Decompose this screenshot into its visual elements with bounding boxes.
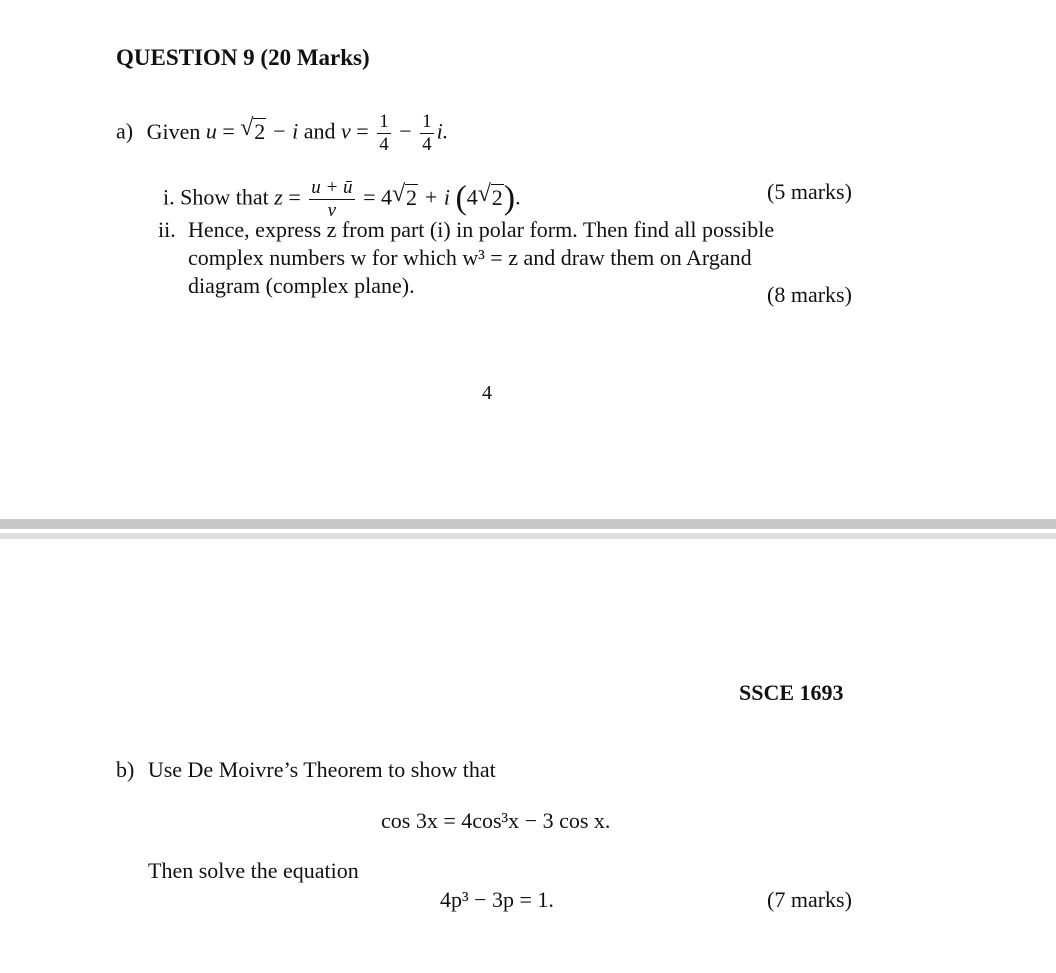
part-b-text: Use De Moivre’s Theorem to show that	[147, 757, 496, 782]
v-tail: i.	[436, 118, 449, 144]
separator-bar-top	[0, 519, 1056, 529]
rhs-mid: + i	[423, 184, 450, 210]
part-a-label: a)	[116, 118, 134, 144]
equals-sign-3: =	[288, 184, 301, 210]
rhs-inner-prefix: 4	[466, 184, 478, 210]
then-solve-text: Then solve the equation	[148, 858, 359, 883]
v-symbol: v	[341, 118, 351, 144]
cubic-equation: 4p³ − 3p = 1.	[440, 887, 554, 912]
sub-i-marks: (5 marks)	[767, 179, 852, 204]
rhs-radicand-2: 2	[491, 184, 503, 210]
sub-ii-line-2: complex numbers w for which w³ = z and draw them on Argand	[188, 245, 752, 270]
radical-icon: √	[240, 114, 254, 141]
sub-ii-line-3: diagram (complex plane).	[188, 273, 415, 298]
part-b-line	[116, 757, 496, 783]
rhs-radicand-1: 2	[405, 184, 417, 210]
z-fraction	[309, 177, 354, 222]
v-num-2: 1	[422, 111, 432, 132]
question-title: QUESTION 9 (20 Marks)	[116, 45, 370, 70]
v-den-2: 4	[422, 134, 432, 155]
v-den-1: 4	[379, 134, 389, 155]
identity-equation: cos 3x = 4cos³x − 3 cos x.	[381, 808, 611, 833]
page-separator	[0, 519, 1056, 541]
sub-ii-label: ii.	[158, 217, 176, 242]
rhs-prefix: = 4	[363, 184, 392, 210]
radical-icon: √	[391, 180, 406, 207]
close-paren: )	[503, 179, 516, 217]
u-radicand: 2	[254, 118, 266, 144]
u-sqrt	[240, 114, 266, 145]
v-fraction-2	[420, 111, 434, 156]
separator-bar-bottom	[0, 533, 1056, 539]
sub-i-label: i.	[163, 184, 175, 210]
rhs-sqrt-1	[391, 180, 418, 211]
u-symbol: u	[205, 118, 217, 144]
part-b-label: b)	[116, 757, 135, 782]
course-code: SSCE 1693	[739, 680, 844, 705]
equals-sign-2: =	[356, 118, 369, 144]
z-frac-num: u + ū	[311, 177, 353, 198]
sub-question-i	[163, 177, 521, 222]
open-paren: (	[455, 179, 467, 217]
z-symbol: z	[274, 184, 283, 210]
given-word: Given	[146, 118, 201, 144]
page-number: 4	[482, 382, 492, 404]
radical-icon: √	[477, 180, 491, 207]
part-b-marks: (7 marks)	[767, 887, 852, 912]
part-a-given-line	[116, 111, 448, 156]
equals-sign: =	[222, 118, 235, 144]
rhs-sqrt-2	[477, 180, 504, 211]
v-fraction-1	[377, 111, 391, 156]
u-rest: − i	[271, 118, 299, 144]
sub-ii-line-1: Hence, express z from part (i) in polar form. Then find all possible	[188, 217, 775, 242]
minus-sign: −	[399, 118, 412, 144]
sub-ii-marks: (8 marks)	[767, 282, 852, 307]
sub-i-text: Show that	[180, 184, 269, 210]
v-num-1: 1	[379, 111, 389, 132]
rhs-end: .	[515, 184, 521, 210]
z-frac-den: v	[327, 200, 337, 221]
and-word: and	[303, 118, 336, 144]
